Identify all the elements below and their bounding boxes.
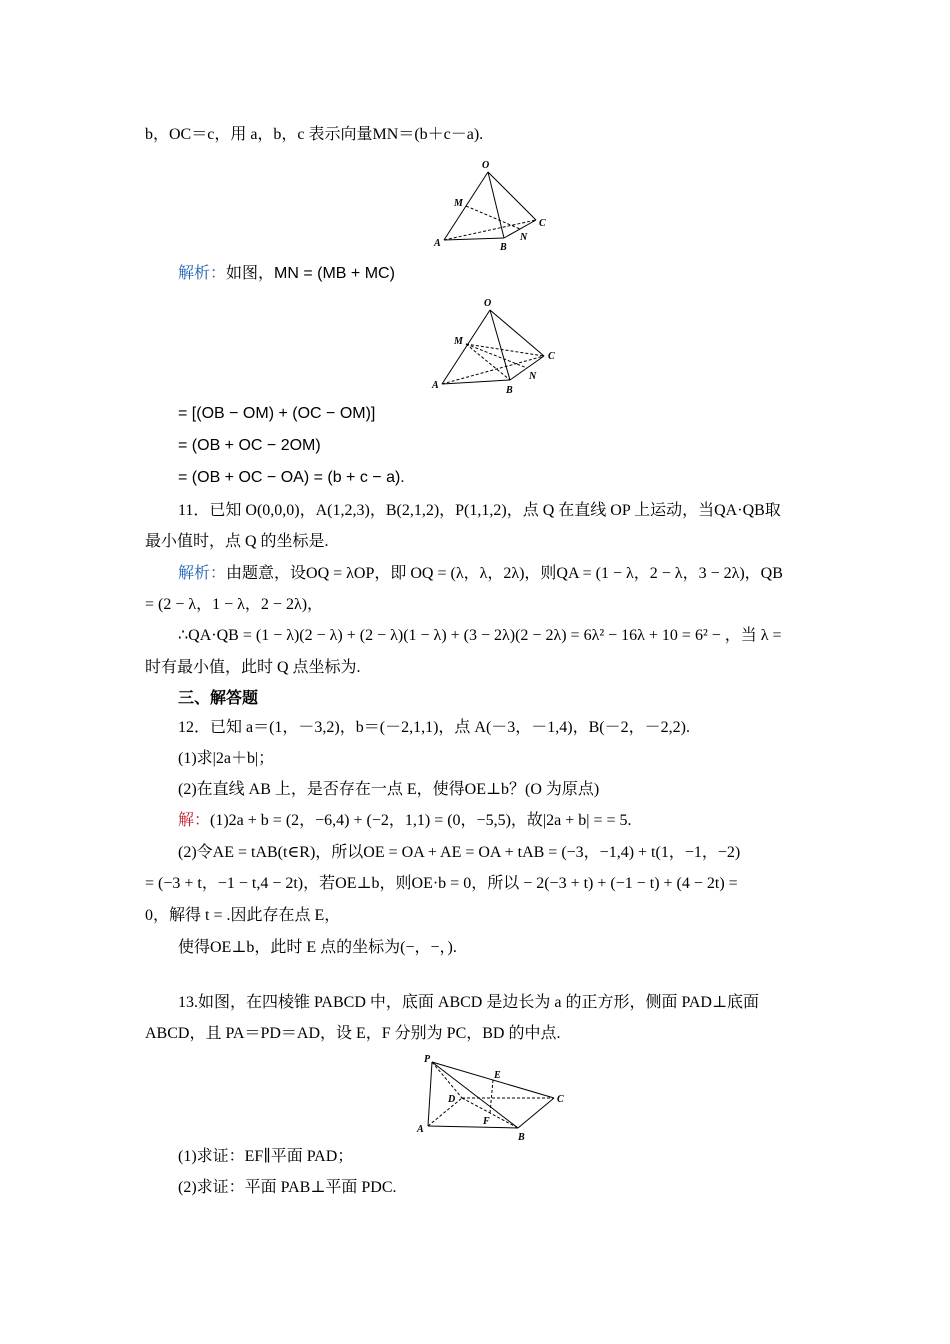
label-c: C [548, 351, 555, 362]
solution-11-line-4: 时有最小值，此时 Q 点坐标为. [145, 659, 361, 676]
edge-ob [490, 310, 510, 380]
segment-mn [466, 344, 527, 368]
edge-ad-hidden [428, 1098, 462, 1126]
label-p: P [424, 1054, 431, 1065]
edge-ob [488, 172, 504, 238]
diagonal-bd [462, 1098, 518, 1128]
problem-13-part-1: (1)求证：EF∥平面 PAD； [178, 1148, 354, 1165]
solution-10-step-2: = (OB + OC − 2OM) [178, 437, 321, 454]
label-o: O [484, 298, 492, 309]
solution-11-line-1 [178, 563, 783, 585]
solution-text: 由题意，设OQ = λOP，即 OQ = (λ，λ，2λ)，则QA = (1 − λ，2 − λ，3 − 2λ)，QB [226, 565, 783, 582]
label-b: B [518, 1132, 525, 1142]
segment-mn [466, 206, 520, 229]
label-o: O [482, 160, 490, 171]
edge-pa [428, 1062, 432, 1126]
answer-label: 解： [178, 812, 211, 829]
problem-13-part-2: (2)求证：平面 PAB⊥平面 PDC. [178, 1179, 397, 1196]
label-a: A [417, 1124, 424, 1135]
label-a: A [434, 238, 441, 249]
label-m: M [454, 198, 463, 209]
edge-bc [518, 1098, 554, 1128]
edge-pd-hidden [432, 1062, 462, 1098]
label-c: C [539, 218, 546, 229]
label-n: N [529, 371, 537, 382]
label-a: A [432, 380, 439, 391]
pyramid-figure [414, 1052, 574, 1142]
solution-12-line-5: 使得OE⊥b，此时 E 点的坐标为(−，−，). [178, 939, 457, 956]
tetrahedron-figure-2 [430, 296, 560, 396]
label-c: C [557, 1094, 564, 1105]
solution-12-line-1 [178, 810, 632, 832]
label-e: E [494, 1070, 501, 1081]
solution-10-step-3: = (OB + OC − OA) = (b + c − a). [178, 469, 405, 486]
label-b: B [506, 385, 513, 396]
edge-ab [428, 1126, 518, 1128]
problem-10-tail: b，OC＝c，用 a，b，c 表示向量MN＝(b＋c－a). [145, 126, 484, 143]
solution-12-line-3: = (−3 + t，−1 − t,4 − 2t)，若OE⊥b，则OE·b = 0，所以 − 2(−3 + t) + (−1 − t) + (4 − 2t) = [145, 875, 738, 892]
problem-13-line-1: 13.如图，在四棱锥 PABCD 中，底面 ABCD 是边长为 a 的正方形，侧面 PAD⊥底面 [178, 994, 760, 1011]
edge-ab [444, 238, 504, 240]
section-heading: 三、解答题 [178, 690, 259, 707]
solution-text: 如图，MN = (MB + MC) [226, 265, 395, 282]
solution-label: 解析： [178, 265, 227, 282]
problem-12-part-2: (2)在直线 AB 上，是否存在一点 E，使得OE⊥b？(O 为原点) [178, 781, 600, 798]
solution-label: 解析： [178, 565, 227, 582]
tetrahedron-figure-1 [432, 158, 552, 254]
label-f: F [483, 1116, 490, 1127]
label-b: B [500, 242, 507, 253]
problem-12-line-1: 12．已知 a＝(1，－3,2)，b＝(－2,1,1)，点 A(－3，－1,4)，B(－2，－2,2). [178, 719, 690, 736]
problem-12-part-1: (1)求|2a＋b|； [178, 750, 275, 767]
label-n: N [520, 232, 528, 243]
solution-12-line-4: 0，解得 t = .因此存在点 E， [145, 907, 341, 924]
label-d: D [448, 1094, 456, 1105]
solution-12-line-2: (2)令AE = tAB(t∈R)，所以OE = OA + AE = OA + tAB = (−3，−1,4) + t(1，−1，−2) [178, 844, 741, 861]
label-m: M [454, 336, 463, 347]
solution-10-step-1: = [(OB − OM) + (OC − OM)] [178, 405, 376, 422]
answer-text: (1)2a + b = (2，−6,4) + (−2，1,1) = (0，−5,5)，故|2a + b| = = 5. [210, 812, 632, 829]
solution-11-line-2: = (2 − λ，1 − λ，2 − 2λ)， [145, 596, 324, 613]
problem-11-line-2: 最小值时，点 Q 的坐标是. [145, 533, 329, 550]
problem-11-line-1: 11．已知 O(0,0,0)，A(1,2,3)，B(2,1,2)，P(1,1,2)，点 Q 在直线 OP 上运动，当QA·QB取 [178, 502, 781, 519]
edge-ab [442, 380, 510, 384]
problem-13-line-2: ABCD，且 PA＝PD＝AD，设 E，F 分别为 PC，BD 的中点. [145, 1025, 561, 1042]
edge-pb [432, 1062, 518, 1128]
solution-11-line-3: ∴QA·QB = (1 − λ)(2 − λ) + (2 − λ)(1 − λ) + (3 − 2λ)(2 − 2λ) = 6λ² − 16λ + 10 = 6² − ，当 λ = [178, 627, 782, 644]
edge-oc [488, 172, 536, 220]
solution-10-intro [178, 263, 395, 285]
